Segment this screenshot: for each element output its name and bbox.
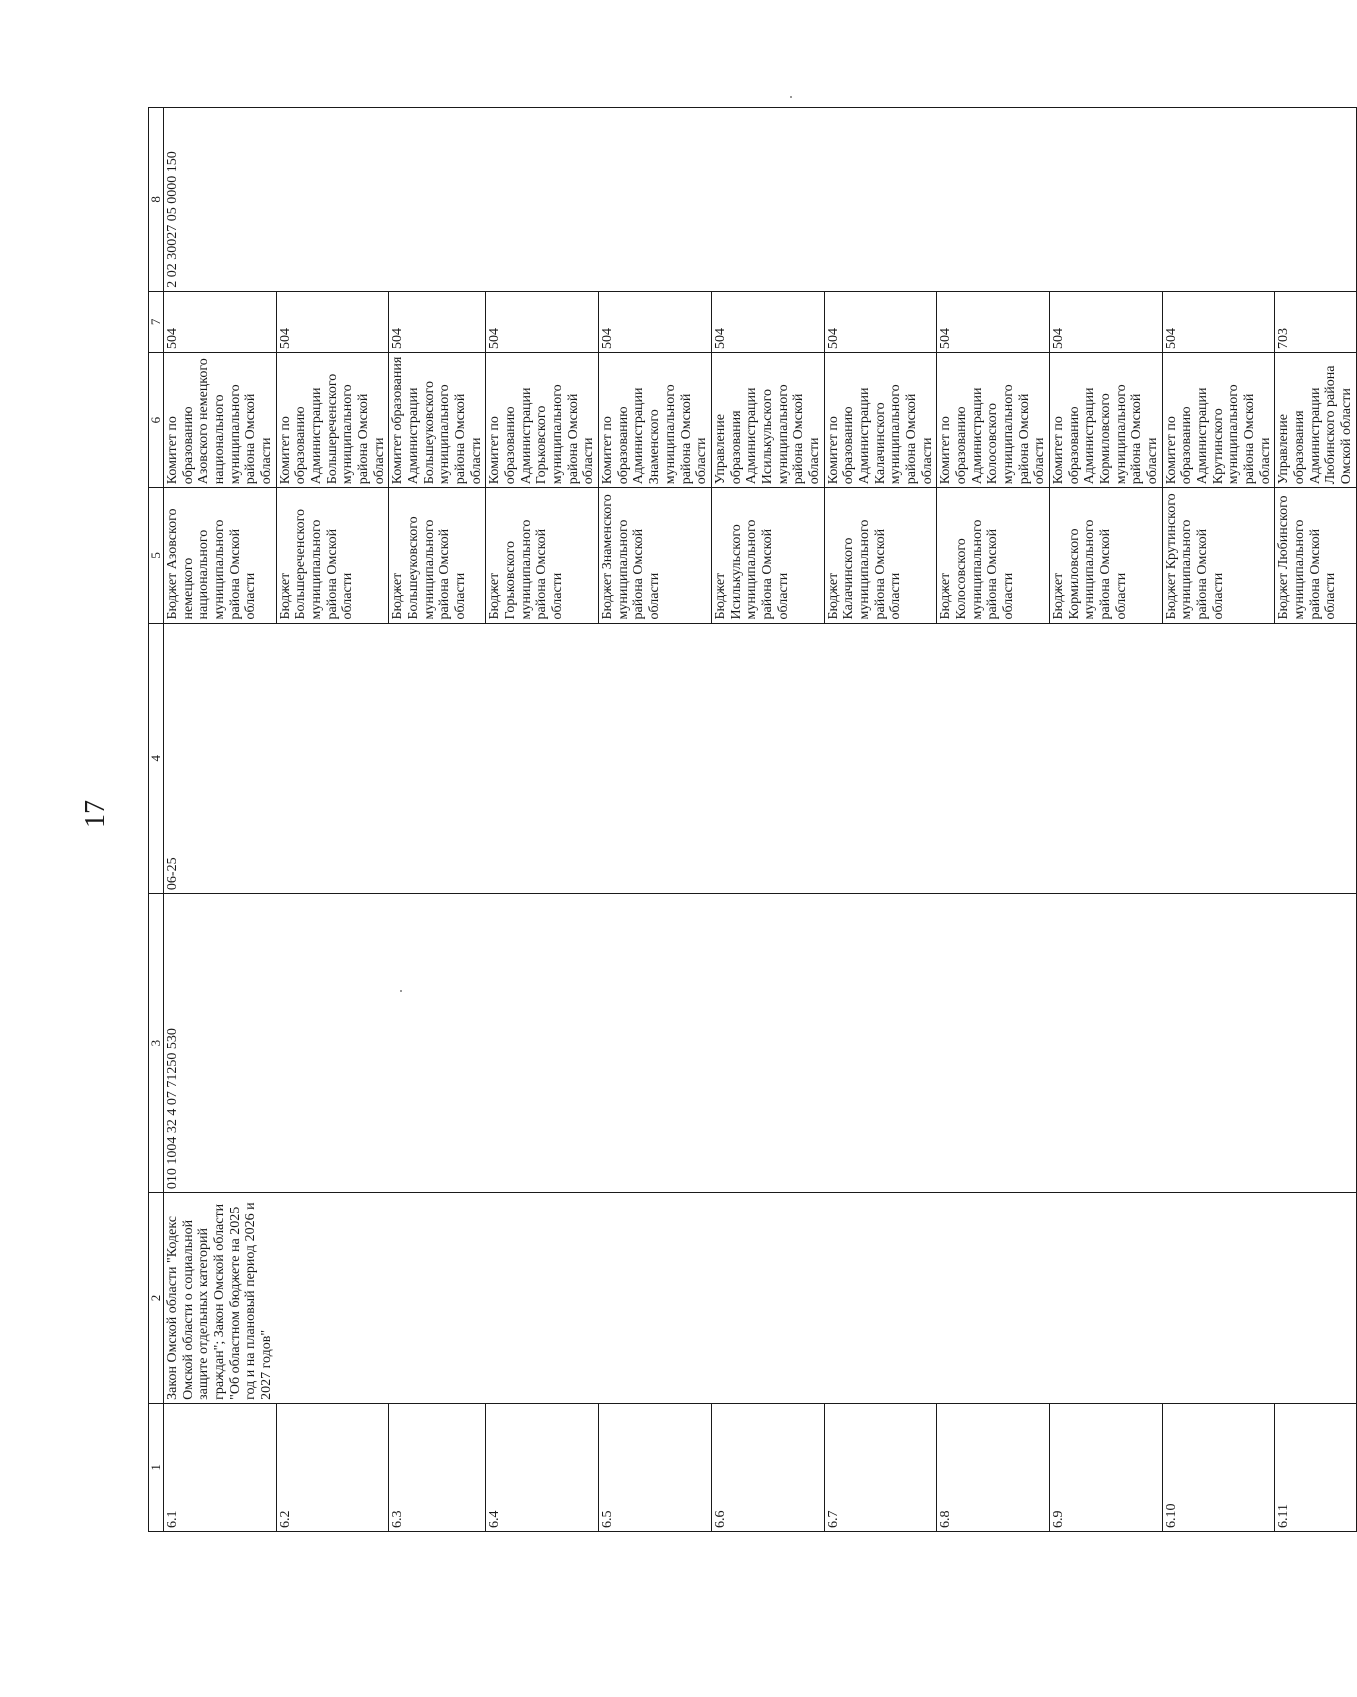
row-number: 6.10 (1162, 1403, 1275, 1531)
row-number: 6.6 (711, 1403, 824, 1531)
budget-name: Бюджет Большереченского муниципального района Омской области (276, 488, 389, 623)
law-reference: Закон Омской области "Кодекс Омской области о социальной защите отдельных категорий граждан"; Закон Омской области "Об областном бюджете на 2025 год и на плановый период 2026 и 2027 годов" (164, 1193, 1357, 1404)
row-number: 6.8 (937, 1403, 1050, 1531)
admin-code: 504 (389, 291, 486, 352)
row-number: 6.5 (599, 1403, 712, 1531)
budget-name: Бюджет Любинского муниципального района Омской области (1275, 488, 1356, 623)
page-number: 17 (80, 800, 111, 828)
admin-code: 504 (824, 291, 937, 352)
admin-code: 504 (937, 291, 1050, 352)
administrator-name: Комитет по образованию Азовского немецкого национального муниципального района Омской области (164, 352, 277, 487)
budget-name: Бюджет Горьковского муниципального района Омской области (486, 488, 599, 623)
administrator-name: Комитет по образованию Администрации Знаменского муниципального района Омской области (599, 352, 712, 487)
budget-name: Бюджет Исилькульского муниципального района Омской области (711, 488, 824, 623)
admin-code: 504 (1162, 291, 1275, 352)
admin-code: 504 (711, 291, 824, 352)
budget-name: Бюджет Знаменского муниципального района Омской области (599, 488, 712, 623)
col-header-3: 3 (149, 894, 164, 1193)
row-number: 6.3 (389, 1403, 486, 1531)
administrator-name: Управление образования Администрации Любинского района Омской области (1275, 352, 1356, 487)
distribution-table (148, 107, 1357, 1532)
budget-name: Бюджет Крутинского муниципального района Омской области (1162, 488, 1275, 623)
row-number: 6.2 (276, 1403, 389, 1531)
scan-speck (790, 96, 792, 98)
administrator-name: Комитет по образованию Администрации Горьковского муниципального района Омской области (486, 352, 599, 487)
budget-name: Бюджет Азовского немецкого национального муниципального района Омской области (164, 488, 277, 623)
admin-code: 703 (1275, 291, 1356, 352)
administrator-name: Комитет по образованию Администрации Крутинского муниципального района Омской области (1162, 352, 1275, 487)
budget-name: Бюджет Кормиловского муниципального района Омской области (1049, 488, 1162, 623)
budget-name: Бюджет Большеуковского муниципального района Омской области (389, 488, 486, 623)
row-number: 6.11 (1275, 1403, 1356, 1531)
admin-code: 504 (164, 291, 277, 352)
row-number: 6.4 (486, 1403, 599, 1531)
col-header-2: 2 (149, 1193, 164, 1404)
administrator-name: Комитет по образованию Администрации Кормиловского муниципального района Омской области (1049, 352, 1162, 487)
row-number: 6.1 (164, 1403, 277, 1531)
col-header-6: 6 (149, 352, 164, 487)
col-header-7: 7 (149, 291, 164, 352)
row-number: 6.7 (824, 1403, 937, 1531)
budget-name: Бюджет Колосовского муниципального района Омской области (937, 488, 1050, 623)
administrator-name: Комитет по образованию Администрации Калачинского муниципального района Омской области (824, 352, 937, 487)
admin-code: 504 (1049, 291, 1162, 352)
administrator-name: Управление образования Администрации Исилькульского муниципального района Омской области (711, 352, 824, 487)
table-row (164, 108, 277, 1532)
administrator-name: Комитет по образованию Администрации Колосовского муниципального района Омской области (937, 352, 1050, 487)
col-header-5: 5 (149, 488, 164, 623)
admin-code: 504 (486, 291, 599, 352)
col-header-8: 8 (149, 108, 164, 292)
budget-name: Бюджет Калачинского муниципального района Омской области (824, 488, 937, 623)
rotated-table-container (148, 107, 1355, 1532)
classification-code: 010 1004 32 4 07 71250 530 (164, 894, 1357, 1193)
row-number: 6.9 (1049, 1403, 1162, 1531)
admin-code: 504 (599, 291, 712, 352)
col-header-1: 1 (149, 1403, 164, 1531)
administrator-name: Комитет по образованию Администрации Большереченского муниципального района Омской области (276, 352, 389, 487)
column-number-row (149, 108, 164, 1532)
kbk-code: 2 02 30027 05 0000 150 (164, 108, 1357, 292)
administrator-name: Комитет образования Администрации Большеуковского муниципального района Омской области (389, 352, 486, 487)
scan-speck (400, 990, 402, 992)
col-header-4: 4 (149, 623, 164, 894)
period: 06-25 (164, 623, 1357, 894)
admin-code: 504 (276, 291, 389, 352)
